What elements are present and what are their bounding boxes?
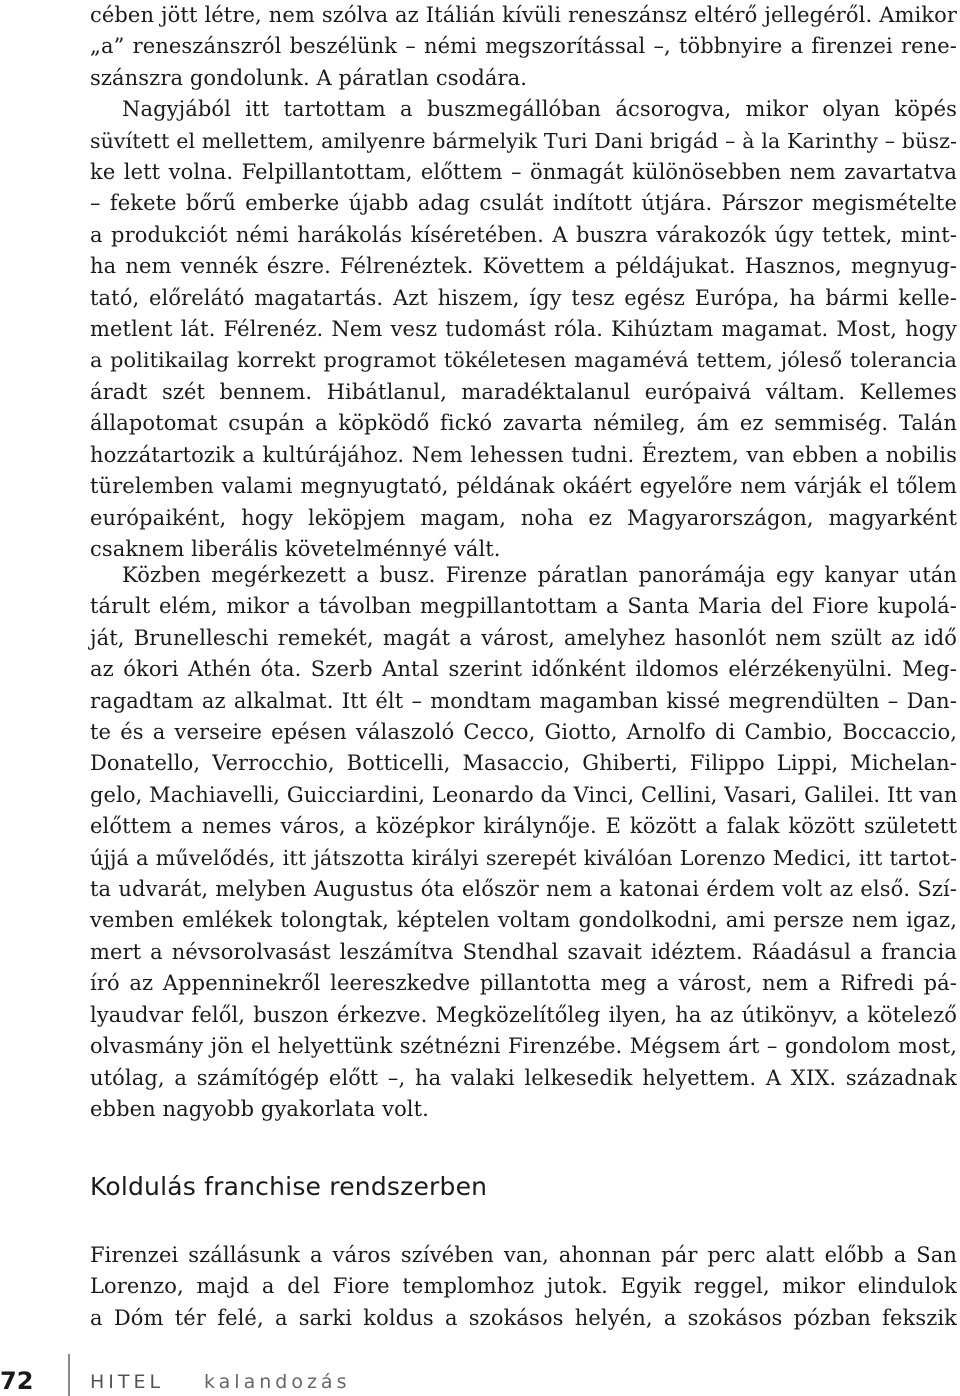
text-line: metlent lát. Félrenéz. Nem vesz tudomást róla. Kihúztam magamat. Most, hogy: [90, 317, 957, 342]
text-line: olvasmány jön el helyettünk szétnézni Firenzébe. Mégsem árt – gondolom most,: [90, 1034, 957, 1059]
paragraph-2: [90, 94, 957, 565]
text-line: lyaudvar felől, buszon érkezve. Megközelítőleg ilyen, ha az útikönyv, a kötelező: [90, 1002, 957, 1027]
journal-name: HITEL: [90, 1371, 165, 1393]
text-line: tató, előrelátó magatartás. Azt hiszem, így tesz egész Európa, ha bármi kelle-: [90, 285, 957, 310]
section-name: kalandozás: [204, 1371, 351, 1393]
paragraph-3: [90, 560, 957, 1125]
text-line: előttem a nemes város, a középkor királynője. E között a falak között született: [90, 814, 957, 839]
text-line: Közben megérkezett a busz. Firenze páratlan panorámája egy kanyar után: [122, 563, 957, 587]
text-line: cében jött létre, nem szólva az Itálián kívüli reneszánsz eltérő jellegéről. Amikor: [90, 3, 957, 27]
text-line: türelemben valami megnyugtató, példának okáért egyelőre nem várják el tőlem: [90, 474, 957, 499]
text-line: vemben emlékek tolongtak, képtelen voltam gondolkodni, ami persze nem igaz,: [90, 908, 957, 933]
text-block-top: [90, 0, 957, 565]
text-line: a Dóm tér felé, a sarki koldus a szokásos helyén, a szokásos pózban fekszik: [90, 1305, 957, 1330]
footer-divider: [68, 1354, 70, 1396]
text-line: Lorenzo, majd a del Fiore templomhoz jutok. Egyik reggel, mikor elindulok: [90, 1274, 957, 1299]
text-block-middle: [90, 560, 957, 1125]
text-line: szánszra gondolunk. A páratlan csodára.: [90, 65, 528, 90]
text-line: utólag, a számítógép előtt –, ha valaki lelkesedik helyettem. A XIX. századnak: [90, 1065, 957, 1090]
text-line: ragadtam az alkalmat. Itt élt – mondtam magamban kissé megrendülten – Dan-: [90, 688, 957, 713]
text-line: Donatello, Verrocchio, Botticelli, Masaccio, Ghiberti, Filippo Lippi, Michelan-: [90, 751, 957, 776]
text-line: „a” reneszánszról beszélünk – némi megszorítással –, többnyire a firenzei rene-: [90, 34, 957, 59]
text-line: ha nem vennék észre. Félrenéztek. Követtem a példájukat. Hasznos, megnyug-: [90, 254, 957, 279]
text-line: ját, Brunelleschi remekét, magát a várost, amelyhez hasonlót nem szült az idő: [90, 625, 957, 650]
text-line: tárult elém, mikor a távolban megpillantottam a Santa Maria del Fiore kupolá-: [90, 594, 957, 619]
text-line: csaknem liberális követelménnyé vált.: [90, 536, 501, 561]
text-line: a produkciót némi harákolás kíséretében. A buszra várakozók úgy tettek, mint-: [90, 222, 957, 247]
text-line: a politikailag korrekt programot tökéletesen magamévá tettem, jóleső tolerancia: [90, 348, 957, 373]
text-line: gelo, Machiavelli, Guicciardini, Leonardo da Vinci, Cellini, Vasari, Galilei. Itt van: [90, 782, 958, 807]
page-number: 72: [0, 1367, 34, 1395]
text-line: ta udvarát, melyben Augustus óta először nem a katonai érdem volt az első. Szí-: [90, 877, 957, 902]
paragraph-1: [90, 0, 957, 94]
text-line: Nagyjából itt tartottam a buszmegállóban ácsorogva, mikor olyan köpés: [122, 97, 957, 122]
text-line: süvített el mellettem, amilyenre bármelyik Turi Dani brigád – à la Karinthy – büsz-: [90, 128, 957, 153]
text-line: állapotomat csupán a köpködő fickó zavarta némileg, ám ez semmiség. Talán: [90, 411, 957, 436]
text-line: te és a verseire epésen válaszoló Cecco, Giotto, Arnolfo di Cambio, Boccaccio,: [90, 720, 957, 745]
text-line: európaiként, hogy leköpjem magam, noha ez Magyarországon, magyarként: [90, 505, 957, 530]
text-line: mert a névsorolvasást leszámítva Stendhal szavait idéztem. Ráadásul a francia: [90, 939, 957, 964]
paragraph-4: [90, 1240, 957, 1334]
text-line: – fekete bőrű emberke újabb adag csulát indított útjára. Párszor megismételte: [90, 191, 957, 216]
section-heading: Koldulás franchise rendszerben: [90, 1172, 488, 1201]
text-line: az ókori Athén óta. Szerb Antal szerint időnként ildomos elérzékenyülni. Meg-: [90, 657, 957, 682]
text-line: áradt szét bennem. Hibátlanul, maradéktalanul európaivá váltam. Kellemes: [90, 379, 957, 404]
text-line: ebben nagyobb gyakorlata volt.: [90, 1096, 429, 1121]
text-line: Firenzei szállásunk a város szívében van, ahonnan pár perc alatt előbb a San: [90, 1243, 957, 1267]
text-line: ke lett volna. Felpillantottam, előttem – önmagát különösebben nem zavartatva: [90, 160, 957, 185]
text-line: hozzátartozik a kultúrájához. Nem lehessen tudni. Éreztem, van ebben a nobilis: [90, 442, 957, 467]
text-line: újjá a művelődés, itt játszotta királyi szerepét kiválóan Lorenzo Medici, itt tartot-: [90, 845, 957, 870]
text-block-bottom: [90, 1240, 957, 1334]
text-line: író az Appenninekről leereszkedve pillantotta meg a várost, nem a Rifredi pá-: [90, 971, 957, 996]
